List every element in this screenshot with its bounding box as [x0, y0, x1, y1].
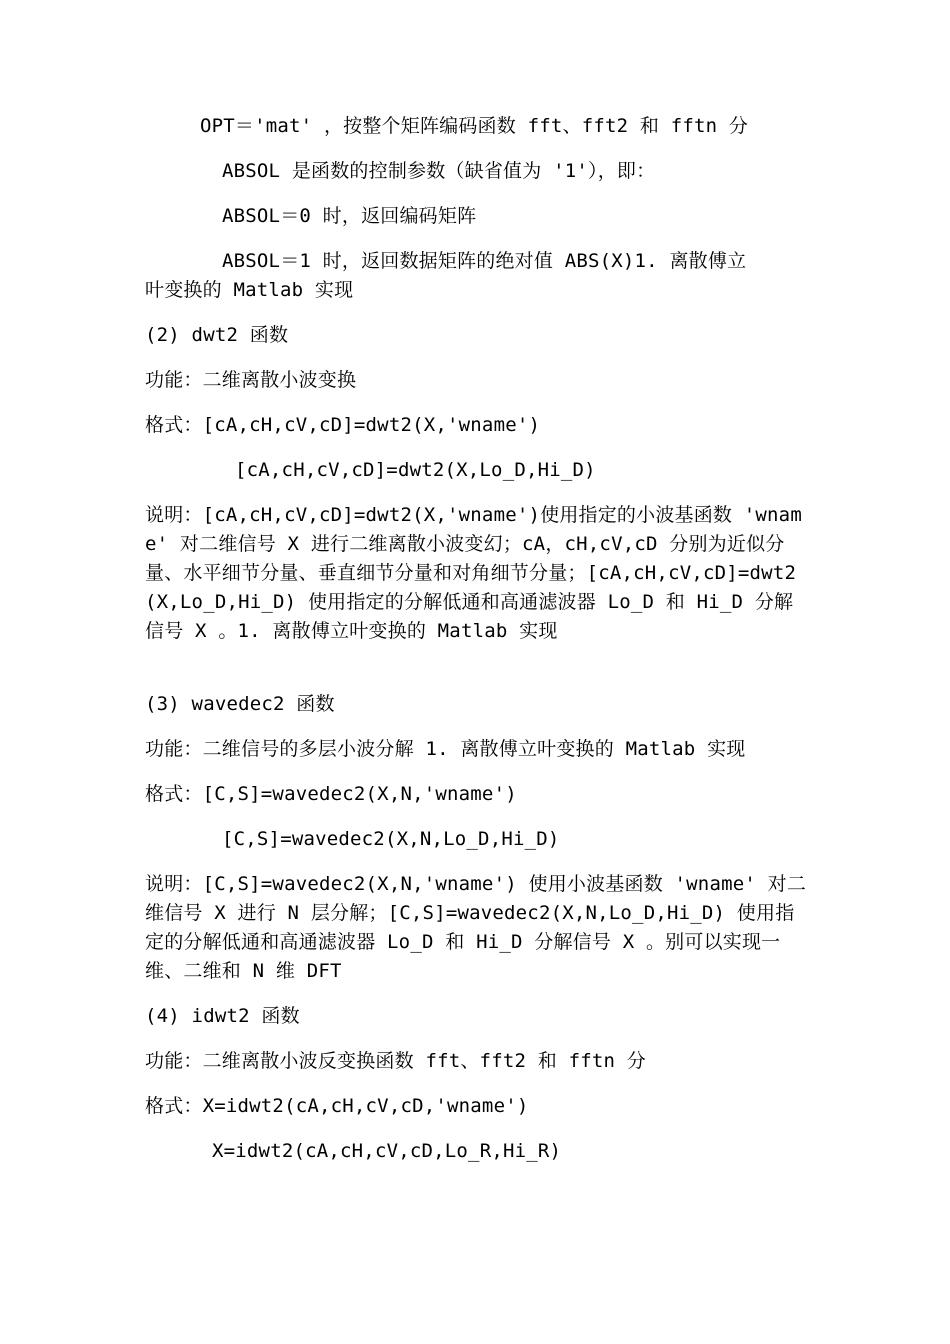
- wavedec2-function-line: 功能：二维信号的多层小波分解 1. 离散傅立叶变换的 Matlab 实现: [145, 738, 746, 760]
- wavedec2-description-paragraph: 说明：[C,S]=wavedec2(X,N,'wname') 使用小波基函数 'wname' 对二维信号 X 进行 N 层分解；[C,S]=wavedec2(X,N,Lo_D,Hi_D) 使用指定的分解低通和高通滤波器 Lo_D 和 Hi_D 分解信号 X 。别可以实现一维、二维和 N 维 DFT: [145, 873, 807, 982]
- absol-one-line: ABSOL＝1 时，返回数据矩阵的绝对值 ABS(X)1. 离散傅立: [222, 250, 747, 272]
- idwt2-function-line: 功能：二维离散小波反变换函数 fft、fft2 和 fftn 分: [145, 1050, 646, 1072]
- idwt2-format-alt-line: X=idwt2(cA,cH,cV,cD,Lo_R,Hi_R): [212, 1140, 562, 1162]
- wavedec2-format-alt-line: [C,S]=wavedec2(X,N,Lo_D,Hi_D): [222, 828, 560, 850]
- dwt2-format-line: 格式：[cA,cH,cV,cD]=dwt2(X,'wname'): [145, 414, 541, 436]
- absol-zero-line: ABSOL＝0 时，返回编码矩阵: [222, 205, 477, 227]
- section-idwt2-heading: (4) idwt2 函数: [145, 1005, 300, 1027]
- opt-line: OPT＝'mat' ，按整个矩阵编码函数 fft、fft2 和 fftn 分: [200, 115, 749, 137]
- idwt2-format-line: 格式：X=idwt2(cA,cH,cV,cD,'wname'): [145, 1095, 529, 1117]
- dwt2-function-line: 功能：二维离散小波变换: [145, 369, 357, 391]
- wavedec2-format-line: 格式：[C,S]=wavedec2(X,N,'wname'): [145, 783, 517, 805]
- absol-description: ABSOL 是函数的控制参数（缺省值为 '1'），即：: [222, 160, 656, 182]
- dwt2-format-alt-line: [cA,cH,cV,cD]=dwt2(X,Lo_D,Hi_D): [235, 459, 596, 481]
- section-dwt2-heading: (2) dwt2 函数: [145, 324, 289, 346]
- dwt2-description-paragraph: 说明：[cA,cH,cV,cD]=dwt2(X,'wname')使用指定的小波基函数 'wname' 对二维信号 X 进行二维离散小波变幻；cA，cH,cV,cD 分别为近似分量、水平细节分量、垂直细节分量和对角细节分量；[cA,cH,cV,cD]=dwt2(X,Lo_D,Hi_D) 使用指定的分解低通和高通滤波器 Lo_D 和 Hi_D 分解信号 X 。1. 离散傅立叶变换的 Matlab 实现: [145, 504, 802, 642]
- absol-one-continuation: 叶变换的 Matlab 实现: [145, 279, 354, 301]
- section-wavedec2-heading: (3) wavedec2 函数: [145, 693, 335, 715]
